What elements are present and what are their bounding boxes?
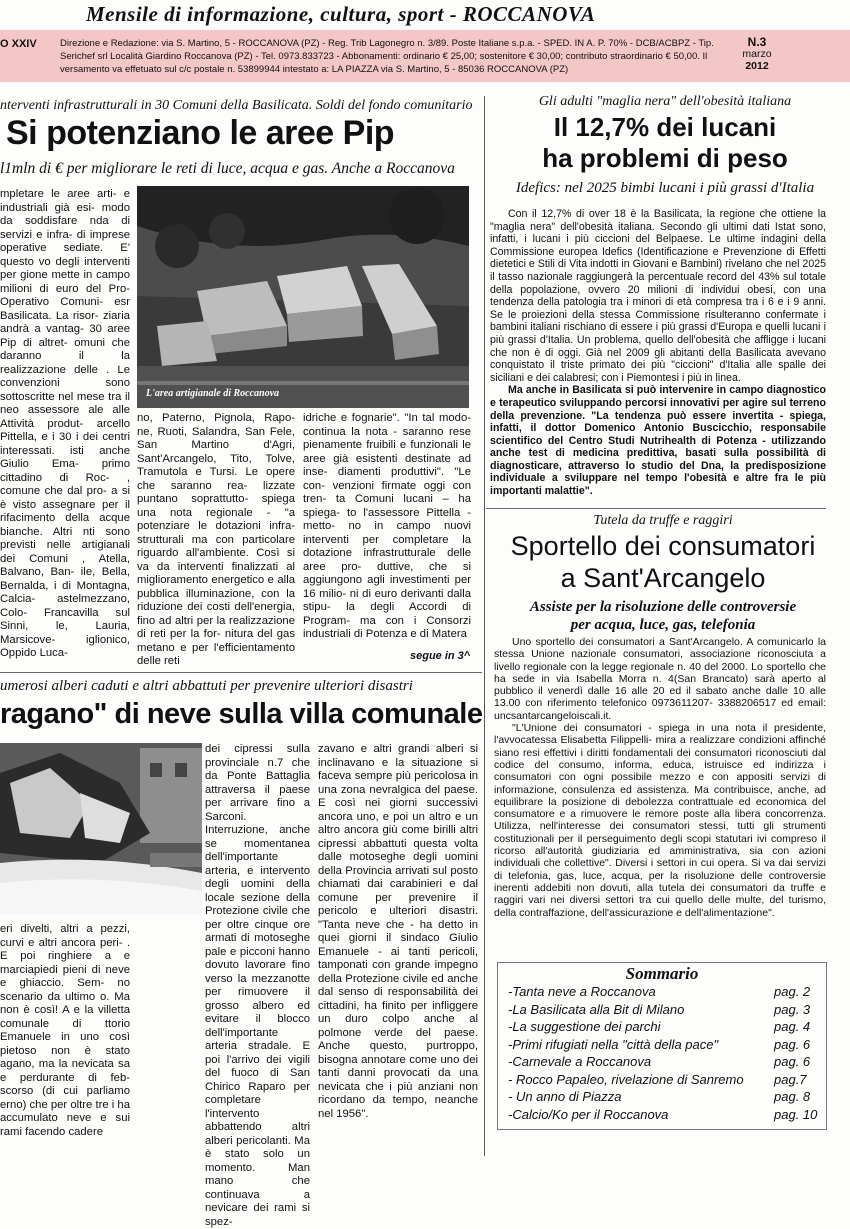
sommario-item[interactable]: -La suggestione dei parchi pag. 4	[508, 1019, 811, 1034]
pip-photo	[137, 186, 469, 408]
editorial-info: Direzione e Redazione: via S. Martino, 5 - ROCCANOVA (PZ) - Reg. Trib Lagonegro n. 3/89. Poste Italiane s.p.a. - SPED. IN A. P. 70% - DCB/ACBPZ - Tip. Serichef srl Località Giardino Roccanova (PZ) - Tel. 0973.833723 - Abbonamenti: ordinario € 25,00; sostenitore € 30,00; contributo straordinario € 50,00. Il versamento va effetuato sul c/c postale n. 53899944 intestato a: LA PIAZZA via S. Martino, 5 - 85036 ROCCANOVA (PZ)	[60, 38, 714, 75]
sommario-box	[497, 962, 827, 1130]
pip-column-1: mpletare le aree arti- e industriali già esi- modo da soddisfare nda di servizi e infra- di imprese operative sediate. E' questo vo degli interventi per gione mette in campo milioni di euro del Pro- Operativo Comuni- esr Basilicata. La risor- ziaria andrà a vantag- 30 aree Pip di altret- omuni che daranno il la realizzazione delle . Le convenzioni sono sottoscritte nel mese tra il neo assessore ale alle Attività produt- arcello Pittella, e i 30 i dei centri interessati. isti anche Giulio Ema- primo cittadino di Roc- , comune che dal pro- a si è visto assegnare per il rifacimento della acque bianche. Altri nti sono previsti nelle artigianali dei Comuni , Atella, Balvano, Ban- ile, Bella, Bernalda, i di Montagna, Calcia- astelmezzano, Colo- Francavilla sul Sinni, le, Lauria, Marsicove- iglionico, Oppido Luca-	[0, 188, 130, 659]
industrial-area-image	[137, 186, 469, 408]
masthead-title: Mensile di informazione, cultura, sport - ROCCANOVA	[86, 2, 596, 26]
neve-column-3: zavano e altri grandi alberi si inclinavano e la situazione si faceva sempre più pericolosa in una zona nevralgica del paese. E così nei giorni successivi ancora uno, e poi un altro e un altro ancora giù come birilli altri cipressi abbattuti questa volta dalle motoseghe degli uomini della Provincia arrivati sul posto chiamati dai carabinieri e dal comune per prevenire il pericolo e ulteriori disastri. "Tanta neve che - ha detto in quei giorni il sindaco Giulio Emanuele - ai tanti pericoli, tamponati con grande impegno della Protezione civile ed anche dal senso di responsabilità dei cittadini, ha finito per infliggere un duro colpo anche al polmone verde del paese. Anche questo, purtroppo, bisogna annotare come uno dei tanti danni provocati da una nevicata che i più anziani non ricordano da tempo, neanche nel 1956".	[318, 743, 478, 1120]
pip-continued: segue in 3^	[410, 650, 471, 662]
obesita-kicker: Gli adulti "maglia nera" dell'obesità italiana	[538, 94, 792, 109]
obesita-body: Con il 12,7% di over 18 è la Basilicata, la regione che ottiene la "maglia nera" dell'obesità italiana. Secondo gli ultimi dati Istat sono, infatti, i lucani i più ciccioni del Belpaese. Le ultime indagini della Commissione europea Idefics (Identificazione e Prevenzione di Effetti dietetici e Stili di Vita indotti in Giovani e Bambini) rivelano che nel 2025 il tasso nazionale raggiungerà la percentuale record del 43% sul totale della popolazione, ovvero 20 milioni di individui obesi, con una tendenza della patologia tra i minori di età compresa tra i 6 e i 9 anni. Se le proiezioni della stessa Commissione risulteranno confermate i bambini italiani rischiano di essere i più grassi d'Europa e quelli lucani i più grassi d'Italia. Un problema, quello dell'obesità che affligge i lucani che non è di oggi. Già nel 2009 gli abitanti della Basilicata avevano conquistato il triste primato dei più "ciccioni" d'Italia alle spalle dei siciliani e dei calabresi; con i Piemontesi i più in linea. Ma anche in Basilicata si può intervenire in campo diagnostico e terapeutico sviluppando percorsi innovativi per agire sul terreno della prevenzione. "La tendenza può essere invertita - spiega, infatti, il dottor Domenico Antonio Buscicchio, responsabile scientifico del Centro Studi Nutrihealth di Potenza - utilizzando anche test di medicina predittiva, basati sulla possibilità di diagnosticare, attraverso lo studio del Dna, la predisposizione individuale a sviluppare nel tempo l'obesità e altre fra le più importanti malattie".	[490, 208, 826, 498]
sommario-item[interactable]: -Carnevale a Roccanova pag. 6	[508, 1054, 811, 1069]
sommario-item[interactable]: - Un anno di Piazza pag. 8	[508, 1089, 811, 1104]
pip-photo-caption: L'area artigianale di Roccanova	[146, 388, 280, 399]
neve-headline: ragano" di neve sulla villa comunale	[0, 698, 483, 730]
column-divider	[484, 96, 485, 1156]
sportello-headline: Sportello dei consumatori a Sant'Arcangelo	[510, 531, 816, 593]
sportello-body: Uno sportello dei consumatori a Sant'Arcangelo. A comunicarlo la stessa Unione nazionale consumatori, associazione riconosciuta a livello regionale con la legge regionale n. 40 del 2000. Lo sportello che ha sede in via Isabella Morra n. 4(San Brancato) sarà aperto al pubblico il venerdì dalle 16 alle 20 ed il sabato anche dalle 10 alle 13.00 con riferimento telefonico 0973611207- 3388206517 ed email: uncsantarcangeloiscali.it. "L'Unione dei consumatori - spiega in una nota il presidente, l'avvocatessa Elisabetta Filippelli- mira a realizzare condizioni affinché siano resi effettivi i diritti fondamentali dei consumatori riconosciuti dal codice del consumo, informa, educa, istruisce ed indirizza i consumatori con ogni possibile mezzo e con appositi servizi di informazione, consulenza ed assistenza. Ma contribuisce, anche, ad equilibrare la posizione di debolezza contrattuale ed economica del consumatore e a rimuovere le remore poste alla libera concorrenza. Utilizza, nell'interesse dei consumatori stessi, tutti gli strumenti costituzionali per il perseguimento degli scopi statutari ivi compreso il ricorso all'autorità giudiziaria ed amministrativa, sia con azioni individuali che collettive". Diversi i settori in cui opera. Si va dai servizi di telefonia, gas, luce, acqua, per la risoluzione delle controversie inerenti addebiti non dovuti, alla tutela dei consumatori da truffe e raggiri vari nei diversi settori tra cui quello delle multe, del turismo, della contraffazione, dell'assicurazione e dell'alimentazione".	[494, 636, 826, 919]
neve-column-2: dei cipressi sulla provinciale n.7 che da Ponte Battaglia attraversa il paese per arrivare fino a Sarconi. Interruzione, anche se momentanea dell'importante arteria, e intervento degli uomini della locale sezione della Protezione civile che per oltre cinque ore armati di motoseghe pale e picconi hanno dovuto lavorare fino verso la mezzanotte per rimuovere il grosso albero ed evitare il blocco dell'importante arteria stradale. E poi l'arrivo dei vigili del fuoco di San Chirico Raparo per completare l'intervento abbattendo altri alberi pericolanti. Ma è stato solo un momento. Man mano che continuava a nevicare dei rami si spez-	[205, 743, 310, 1228]
neve-column-1: eri divelti, altri a pezzi, curvi e altri ancora peri- . E poi ringhiere a e marciapiedi pieni di neve e ghiaccio. Sem- no scenario da ultimo o. Ma non è così! A e la villetta comunale di ttorio Emanuele in uno così pietoso non è stato agano, ma la nevicata sa e perdurante di feb- scorso (di cui parliamo erno) che per oltre tre i ha accumulato neve e sui rami facendo cadere	[0, 923, 130, 1138]
right-divider	[486, 508, 826, 509]
snowy-park-image	[0, 743, 202, 915]
obesita-subhead: Idefics: nel 2025 bimbi lucani i più grassi d'Italia	[515, 180, 815, 196]
pip-column-3: idriche e fognarie". "In tal modo- continua la nota - saranno rese pienamente fruibili e funzionali le aree già esistenti destinate ad inse- diamenti produttivi". "Le con- venzioni firmate oggi con tren- ta Comuni lucani – ha spiega- to l'assessore Pittella - metto- no in campo nuovi interventi per completare la dotazione infrastrutturale delle aree pro- duttive, che si aggiungono agli investimenti per 16 milio- ni di euro derivanti dalla stipu- la degli Accordi di Program- ma con i Consorzi industriali di Potenza e di Matera	[303, 412, 471, 640]
pip-subhead: l1mln di € per migliorare le reti di luce, acqua e gas. Anche a Roccanova	[0, 160, 455, 177]
volume-year: O XXIV	[0, 38, 37, 50]
sommario-item[interactable]: -Primi rifugiati nella "città della pace" pag. 6	[508, 1036, 811, 1052]
sommario-item[interactable]: -Calcio/Ko per il Roccanova pag. 10	[508, 1106, 818, 1122]
issue-year: 2012	[745, 60, 769, 72]
obesita-headline: Il 12,7% dei lucani ha problemi di peso	[542, 112, 788, 173]
pip-kicker: nterventi infrastrutturali in 30 Comuni della Basilicata. Soldi del fondo comunitario	[0, 98, 473, 113]
pip-headline: Si potenziano le aree Pip	[6, 114, 395, 152]
sportello-subhead: Assiste per la risoluzione delle controversie per acqua, luce, gas, telefonia	[529, 599, 797, 633]
sommario-item[interactable]: -La Basilicata alla Bit di Milano pag. 3	[508, 1001, 811, 1017]
sommario-title: Sommario	[625, 964, 699, 983]
neve-photo	[0, 743, 202, 915]
issue-box	[728, 36, 786, 72]
sportello-kicker: Tutela da truffe e raggiri	[593, 513, 733, 528]
sommario-item[interactable]: -Tanta neve a Roccanova pag. 2	[508, 984, 811, 999]
neve-kicker: umerosi alberi caduti e altri abbattuti per prevenire ulteriori disastri	[0, 678, 413, 694]
left-divider	[0, 672, 482, 673]
sommario-item[interactable]: - Rocco Papaleo, rivelazione di Sanremo pag.7	[508, 1071, 807, 1087]
issue-month: marzo	[742, 48, 772, 60]
pip-column-2: no, Paterno, Pignola, Rapo- ne, Ruoti, Salandra, San Fele, San Martino d'Agri, Sant'Arcangelo, Tito, Tolve, Tramutola e Tursi. Le opere che saranno rea- lizzate puntano soprattutto- spiega una nota regionale - "a potenziare le dotazioni infra- strutturali ma con particolare riguardo all'ambiente. Così si va da interventi finalizzati al miglioramento energetico e alla pubblica illuminazione, con la riduzione dei costi dell'energia, fino ad altri per la realizzazione di reti per la for- nitura del gas metano e per l'efficientamento delle reti	[137, 412, 295, 667]
issue-number: N.3	[747, 35, 767, 49]
